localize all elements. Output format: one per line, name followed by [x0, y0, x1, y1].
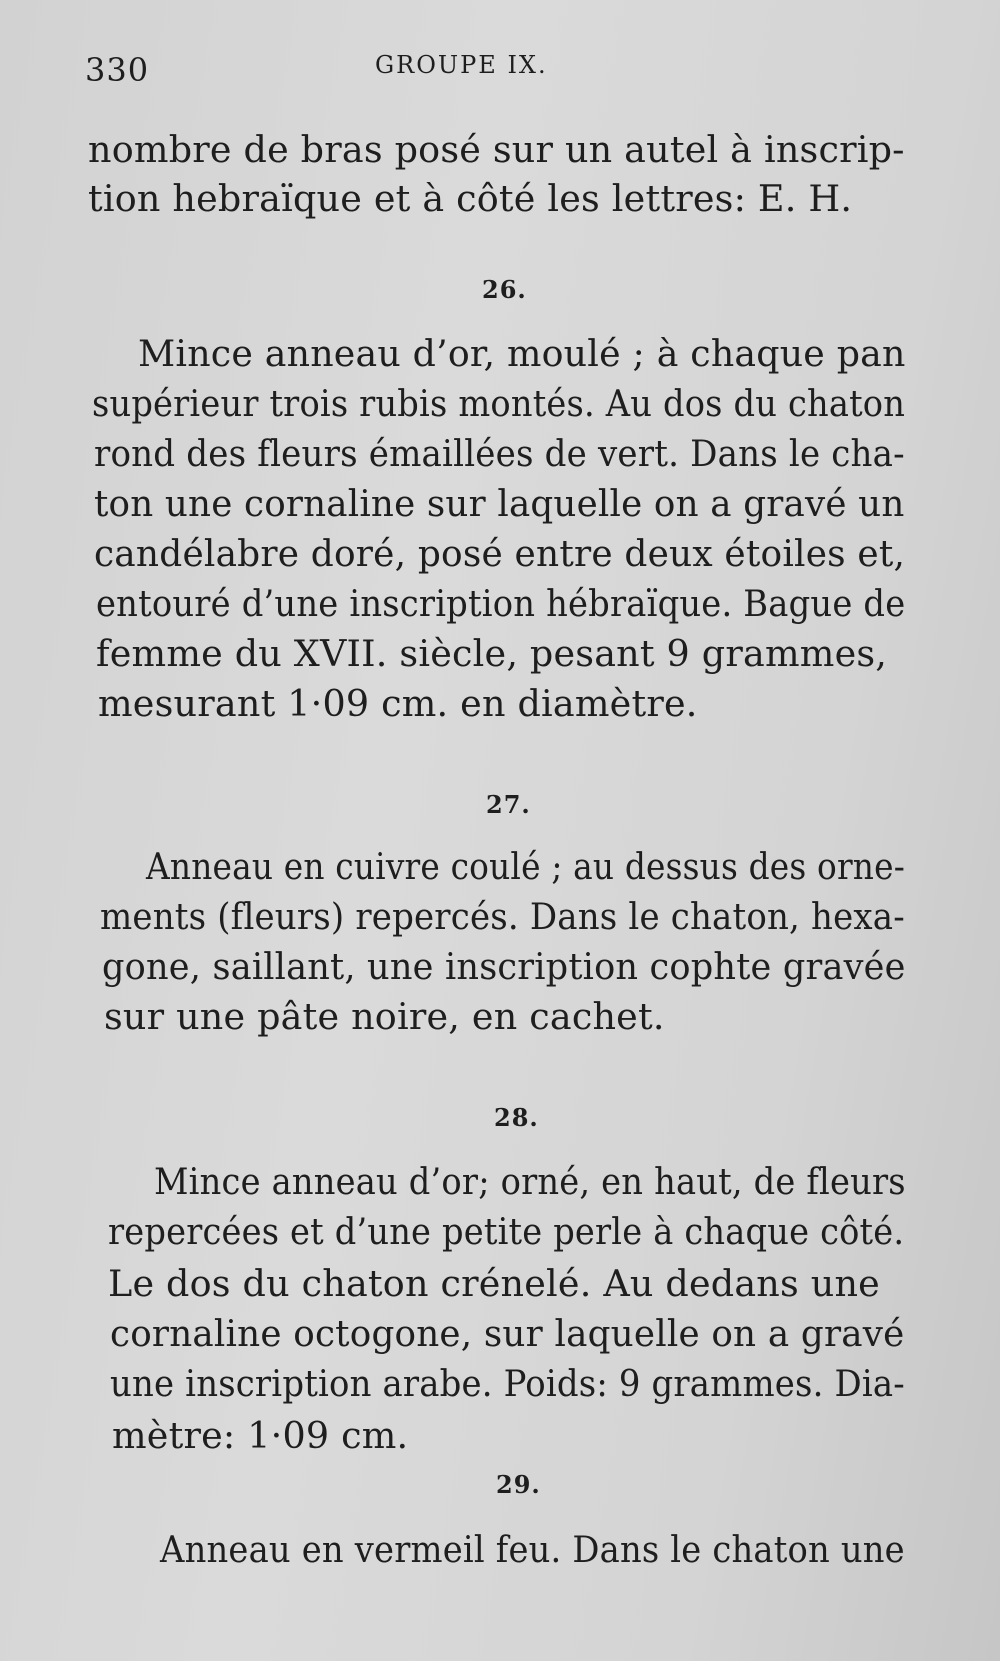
- text-line: mètre: 1·09 cm.: [112, 1414, 409, 1457]
- text-line: ments (fleurs) repercés. Dans le chaton, hexa-: [100, 895, 905, 938]
- text-line: Anneau en cuivre coulé ; au dessus des orne-: [146, 845, 905, 888]
- text-line: Mince anneau d’or; orné, en haut, de fleurs: [154, 1160, 906, 1203]
- text-line: gone, saillant, une inscription cophte gravée: [102, 945, 906, 988]
- entry-number: 28.: [494, 1103, 539, 1132]
- text-line: entouré d’une inscription hébraïque. Bague de: [96, 582, 906, 625]
- entry-number: 29.: [496, 1470, 541, 1499]
- text-line: une inscription arabe. Poids: 9 grammes. Dia-: [110, 1362, 905, 1405]
- text-line: rond des fleurs émaillées de vert. Dans le cha-: [94, 432, 905, 475]
- text-line: nombre de bras posé sur un autel à inscrip-: [88, 128, 905, 171]
- running-title: GROUPE IX.: [375, 51, 548, 79]
- text-line: sur une pâte noire, en cachet.: [104, 995, 665, 1038]
- text-line: cornaline octogone, sur laquelle on a gravé: [110, 1312, 905, 1355]
- text-line: femme du XVII. siècle, pesant 9 grammes,: [96, 632, 888, 675]
- text-line: Le dos du chaton crénelé. Au dedans une: [108, 1262, 880, 1305]
- page-header: [85, 45, 885, 95]
- entry-number: 27.: [486, 790, 531, 819]
- text-line: ton une cornaline sur laquelle on a gravé un: [94, 482, 905, 525]
- text-line: Mince anneau d’or, moulé ; à chaque pan: [138, 332, 906, 375]
- text-line: tion hebraïque et à côté les lettres: E. H.: [88, 177, 853, 220]
- text-line: repercées et d’une petite perle à chaque côté.: [108, 1210, 905, 1253]
- text-line: mesurant 1·09 cm. en diamètre.: [98, 682, 698, 725]
- page-number: 330: [85, 51, 150, 89]
- text-line: supérieur trois rubis montés. Au dos du chaton: [92, 382, 906, 425]
- text-line: candélabre doré, posé entre deux étoiles et,: [94, 532, 906, 575]
- text-line: Anneau en vermeil feu. Dans le chaton une: [160, 1528, 905, 1571]
- entry-number: 26.: [482, 275, 527, 304]
